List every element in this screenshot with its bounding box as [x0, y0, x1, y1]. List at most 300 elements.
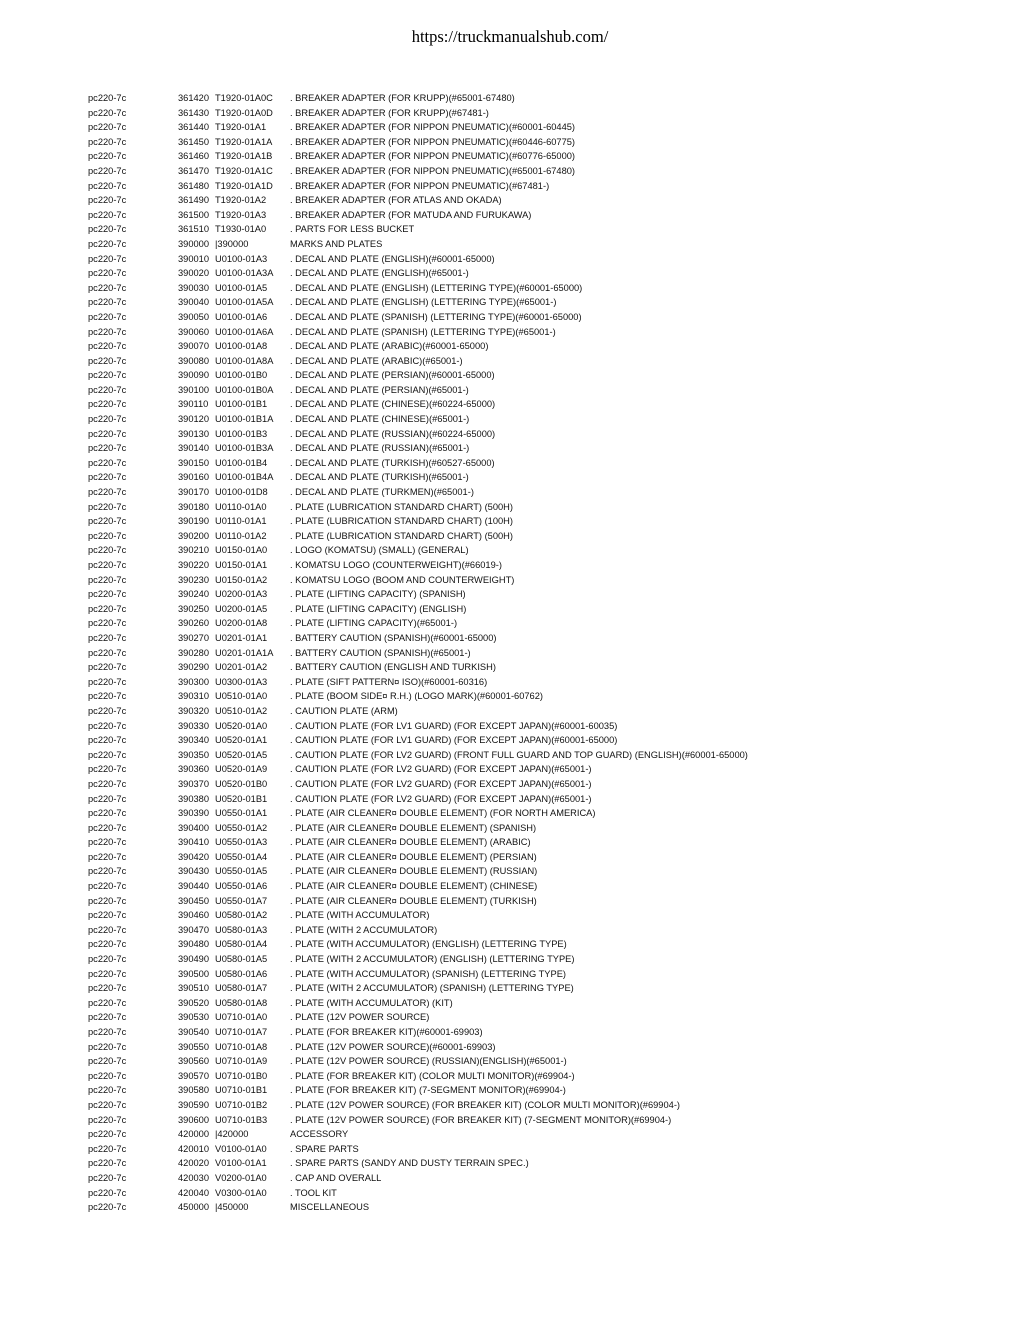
row-part-code: U0200-01A5 [215, 603, 268, 614]
row-ref-number: 390540 [178, 1027, 210, 1037]
list-item [88, 587, 988, 602]
row-part-code: U0550-01A3 [215, 837, 268, 848]
list-item [88, 310, 988, 325]
row-part-code: U0550-01A7 [215, 895, 268, 906]
row-model: pc220-7c [88, 545, 127, 556]
list-item [88, 1113, 988, 1128]
row-model: pc220-7c [88, 837, 127, 848]
row-description: . DECAL AND PLATE (RUSSIAN)(#60224-65000) [290, 428, 496, 439]
row-model: pc220-7c [88, 311, 127, 322]
row-part-code: U0100-01B0A [215, 384, 274, 395]
row-ref-number: 390140 [178, 443, 210, 454]
row-part-code: U0510-01A2 [215, 705, 268, 716]
row-description: . DECAL AND PLATE (ARABIC)(#65001-) [290, 355, 463, 366]
row-model: pc220-7c [88, 1158, 127, 1169]
row-model: pc220-7c [88, 165, 127, 176]
row-description: . PLATE (LUBRICATION STANDARD CHART) (500H) [290, 501, 513, 512]
row-model: pc220-7c [88, 560, 127, 570]
row-model: pc220-7c [88, 209, 127, 220]
list-item [88, 573, 988, 588]
list-item [88, 266, 988, 281]
list-item [88, 689, 988, 704]
row-model: pc220-7c [88, 720, 127, 731]
row-ref-number: 390300 [178, 676, 210, 687]
page-header-url: https://truckmanualshub.com/ [411, 27, 609, 46]
row-description: . BREAKER ADAPTER (FOR NIPPON PNEUMATIC)(#60001-60445) [290, 122, 576, 133]
row-model: pc220-7c [88, 93, 127, 103]
row-ref-number: 390040 [178, 297, 210, 308]
row-description: . PLATE (AIR CLEANER¤ DOUBLE ELEMENT) (PERSIAN) [290, 851, 537, 862]
list-item [88, 281, 988, 296]
row-ref-number: 361450 [178, 136, 210, 147]
row-part-code: U0520-01A5 [215, 749, 268, 760]
row-model: pc220-7c [88, 1187, 127, 1198]
list-item [88, 179, 988, 194]
row-part-code: U0200-01A3 [215, 589, 268, 600]
row-description: . BATTERY CAUTION (SPANISH)(#60001-65000) [290, 632, 497, 643]
row-description: . DECAL AND PLATE (PERSIAN)(#65001-) [290, 384, 469, 395]
row-ref-number: 390130 [178, 428, 210, 439]
row-model: pc220-7c [88, 589, 127, 600]
row-ref-number: 390580 [178, 1085, 210, 1096]
row-part-code: U0201-01A1A [215, 647, 274, 658]
row-model: pc220-7c [88, 1041, 127, 1052]
row-ref-number: 361490 [178, 195, 210, 206]
row-model: pc220-7c [88, 939, 127, 950]
row-part-code: |450000 [215, 1202, 249, 1213]
row-ref-number: 420010 [178, 1143, 210, 1154]
row-part-code: U0100-01A5A [215, 297, 274, 308]
row-description: . PLATE (AIR CLEANER¤ DOUBLE ELEMENT) (ARABIC) [290, 837, 531, 848]
row-model: pc220-7c [88, 676, 127, 687]
row-description: . PLATE (12V POWER SOURCE) [290, 1012, 430, 1023]
list-item [88, 923, 988, 938]
row-model: pc220-7c [88, 574, 127, 585]
row-description: . PLATE (FOR BREAKER KIT) (7-SEGMENT MONITOR)(#69904-) [290, 1085, 566, 1096]
row-part-code: V0100-01A0 [215, 1143, 267, 1154]
row-description: . TOOL KIT [290, 1187, 337, 1198]
list-item [88, 441, 988, 456]
row-ref-number: 390070 [178, 341, 210, 352]
row-part-code: U0520-01A0 [215, 720, 268, 731]
row-part-code: U0580-01A6 [215, 968, 268, 979]
row-ref-number: 390370 [178, 778, 210, 789]
row-description: . PLATE (WITH ACCUMULATOR) [290, 910, 430, 921]
list-item [88, 616, 988, 631]
row-part-code: U0100-01A3A [215, 268, 274, 279]
row-part-code: U0100-01B1 [215, 399, 268, 410]
list-item [88, 1083, 988, 1098]
row-model: pc220-7c [88, 793, 127, 804]
list-item [88, 412, 988, 427]
row-description: . BATTERY CAUTION (ENGLISH AND TURKISH) [290, 662, 496, 673]
row-description: . PLATE (12V POWER SOURCE) (FOR BREAKER KIT) (7-SEGMENT MONITOR)(#69904-) [290, 1114, 672, 1125]
row-part-code: U0550-01A1 [215, 808, 268, 819]
row-ref-number: 390100 [178, 384, 210, 395]
row-ref-number: 361480 [178, 180, 210, 191]
row-description: . LOGO (KOMATSU) (SMALL) (GENERAL) [290, 545, 469, 556]
row-description: . PLATE (AIR CLEANER¤ DOUBLE ELEMENT) (TURKISH) [290, 895, 537, 906]
row-part-code: U0201-01A1 [215, 632, 268, 643]
list-item [88, 777, 988, 792]
row-description: . PLATE (FOR BREAKER KIT) (COLOR MULTI MONITOR)(#69904-) [290, 1070, 575, 1081]
list-item [88, 1025, 988, 1040]
list-item [88, 470, 988, 485]
row-description: . BREAKER ADAPTER (FOR KRUPP)(#67481-) [290, 107, 489, 118]
row-model: pc220-7c [88, 1056, 127, 1067]
row-ref-number: 390220 [178, 560, 210, 570]
row-description: . BREAKER ADAPTER (FOR NIPPON PNEUMATIC)(#65001-67480) [290, 165, 576, 176]
row-description: . PLATE (WITH ACCUMULATOR) (SPANISH) (LETTERING TYPE) [290, 968, 567, 979]
row-model: pc220-7c [88, 603, 127, 614]
row-ref-number: 390310 [178, 691, 210, 702]
row-part-code: U0710-01B1 [215, 1085, 268, 1096]
row-model: pc220-7c [88, 778, 127, 789]
list-item [88, 675, 988, 690]
row-model: pc220-7c [88, 1143, 127, 1154]
row-part-code: T1920-01A3 [215, 209, 267, 220]
row-model: pc220-7c [88, 501, 127, 512]
row-part-code: T1920-01A1A [215, 136, 273, 147]
row-ref-number: 450000 [178, 1202, 210, 1213]
list-item [88, 397, 988, 412]
list-item [88, 237, 988, 252]
list-item [88, 937, 988, 952]
list-item [88, 339, 988, 354]
row-model: pc220-7c [88, 1114, 127, 1125]
row-part-code: U0710-01A7 [215, 1027, 268, 1037]
row-ref-number: 390420 [178, 851, 210, 862]
row-model: pc220-7c [88, 983, 127, 994]
row-description: . PLATE (WITH 2 ACCUMULATOR) [290, 924, 438, 935]
row-description: . DECAL AND PLATE (TURKISH)(#65001-) [290, 472, 469, 483]
row-description: . PLATE (SIFT PATTERN¤ ISO)(#60001-60316) [290, 676, 488, 687]
row-ref-number: 390520 [178, 997, 210, 1008]
row-description: . PLATE (WITH ACCUMULATOR) (KIT) [290, 997, 453, 1008]
row-part-code: U0110-01A2 [215, 530, 267, 541]
row-ref-number: 390560 [178, 1056, 210, 1067]
row-ref-number: 390590 [178, 1099, 210, 1110]
row-description: . PLATE (12V POWER SOURCE) (FOR BREAKER KIT) (COLOR MULTI MONITOR)(#69904-) [290, 1099, 681, 1110]
row-part-code: T1920-01A1C [215, 165, 273, 176]
list-item [88, 208, 988, 223]
row-description: . PLATE (LIFTING CAPACITY) (SPANISH) [290, 589, 466, 600]
list-item [88, 981, 988, 996]
row-description: . KOMATSU LOGO (COUNTERWEIGHT)(#66019-) [290, 560, 502, 570]
row-ref-number: 390440 [178, 881, 210, 892]
row-part-code: U0510-01A0 [215, 691, 268, 702]
row-part-code: V0300-01A0 [215, 1187, 267, 1198]
list-item [88, 1186, 988, 1201]
row-model: pc220-7c [88, 238, 127, 249]
row-model: pc220-7c [88, 384, 127, 395]
list-item [88, 354, 988, 369]
row-ref-number: 390390 [178, 808, 210, 819]
row-ref-number: 361420 [178, 93, 210, 103]
row-description: . DECAL AND PLATE (TURKISH)(#60527-65000) [290, 457, 495, 468]
row-model: pc220-7c [88, 851, 127, 862]
row-description: . PLATE (LUBRICATION STANDARD CHART) (100H) [290, 516, 513, 527]
row-description: . CAUTION PLATE (ARM) [290, 705, 398, 716]
list-item [88, 748, 988, 763]
row-ref-number: 390510 [178, 983, 210, 994]
row-description: . PLATE (BOOM SIDE¤ R.H.) (LOGO MARK)(#60001-60762) [290, 691, 543, 702]
row-description: . BREAKER ADAPTER (FOR NIPPON PNEUMATIC)(#60776-65000) [290, 151, 576, 162]
row-model: pc220-7c [88, 472, 127, 483]
row-model: pc220-7c [88, 735, 127, 746]
row-description: ACCESSORY [290, 1129, 349, 1140]
list-item [88, 894, 988, 909]
row-ref-number: 390270 [178, 632, 210, 643]
row-description: . PLATE (FOR BREAKER KIT)(#60001-69903) [290, 1027, 483, 1037]
row-model: pc220-7c [88, 764, 127, 775]
row-description: . BREAKER ADAPTER (FOR ATLAS AND OKADA) [290, 195, 502, 206]
row-part-code: U0710-01A8 [215, 1041, 268, 1052]
list-item [88, 967, 988, 982]
row-part-code: V0200-01A0 [215, 1172, 267, 1183]
list-item [88, 908, 988, 923]
row-ref-number: 390490 [178, 954, 210, 965]
row-ref-number: 390190 [178, 516, 210, 527]
row-part-code: U0520-01A9 [215, 764, 268, 775]
row-model: pc220-7c [88, 808, 127, 819]
row-part-code: U0710-01A0 [215, 1012, 268, 1023]
row-part-code: U0580-01A3 [215, 924, 268, 935]
row-description: . CAUTION PLATE (FOR LV2 GUARD) (FRONT FULL GUARD AND TOP GUARD) (ENGLISH)(#60001-65000) [290, 749, 748, 760]
row-ref-number: 390120 [178, 414, 210, 425]
list-item [88, 120, 988, 135]
row-model: pc220-7c [88, 866, 127, 877]
row-description: . PLATE (WITH 2 ACCUMULATOR) (ENGLISH) (LETTERING TYPE) [290, 954, 575, 965]
list-item [88, 1200, 988, 1215]
row-part-code: U0710-01B0 [215, 1070, 268, 1081]
list-item [88, 1156, 988, 1171]
row-part-code: U0150-01A2 [215, 574, 268, 585]
row-part-code: U0580-01A8 [215, 997, 268, 1008]
row-model: pc220-7c [88, 253, 127, 264]
row-model: pc220-7c [88, 1070, 127, 1081]
row-part-code: U0100-01B3 [215, 428, 268, 439]
row-ref-number: 390400 [178, 822, 210, 833]
row-description: . SPARE PARTS [290, 1143, 359, 1154]
row-ref-number: 390230 [178, 574, 210, 585]
row-part-code: U0100-01D8 [215, 487, 268, 498]
row-description: MISCELLANEOUS [290, 1202, 370, 1213]
list-item [88, 835, 988, 850]
list-item [88, 529, 988, 544]
row-ref-number: 390260 [178, 618, 210, 629]
row-model: pc220-7c [88, 487, 127, 498]
row-part-code: |420000 [215, 1129, 249, 1140]
row-description: . PLATE (AIR CLEANER¤ DOUBLE ELEMENT) (RUSSIAN) [290, 866, 538, 877]
row-description: . DECAL AND PLATE (ENGLISH) (LETTERING TYPE)(#65001-) [290, 297, 557, 308]
row-ref-number: 361460 [178, 151, 210, 162]
row-description: . PLATE (AIR CLEANER¤ DOUBLE ELEMENT) (FOR NORTH AMERICA) [290, 808, 596, 819]
list-item [88, 602, 988, 617]
row-ref-number: 420000 [178, 1129, 210, 1140]
row-part-code: U0520-01A1 [215, 735, 268, 746]
row-ref-number: 390000 [178, 238, 210, 249]
row-model: pc220-7c [88, 749, 127, 760]
row-part-code: T1920-01A2 [215, 195, 267, 206]
row-ref-number: 390200 [178, 530, 210, 541]
list-item [88, 135, 988, 150]
list-item [88, 1010, 988, 1025]
row-ref-number: 420020 [178, 1158, 210, 1169]
row-part-code: U0710-01A9 [215, 1056, 268, 1067]
row-part-code: U0100-01B1A [215, 414, 274, 425]
row-part-code: U0100-01A8A [215, 355, 274, 366]
row-part-code: U0201-01A2 [215, 662, 268, 673]
row-model: pc220-7c [88, 1027, 127, 1037]
row-ref-number: 390360 [178, 764, 210, 775]
list-item [88, 368, 988, 383]
row-ref-number: 390170 [178, 487, 210, 498]
row-model: pc220-7c [88, 224, 127, 235]
row-ref-number: 390080 [178, 355, 210, 366]
list-item [88, 719, 988, 734]
row-part-code: U0100-01B4A [215, 472, 274, 483]
row-ref-number: 390060 [178, 326, 210, 337]
row-model: pc220-7c [88, 895, 127, 906]
row-ref-number: 390550 [178, 1041, 210, 1052]
row-ref-number: 390530 [178, 1012, 210, 1023]
list-item [88, 325, 988, 340]
list-item [88, 193, 988, 208]
row-description: . BREAKER ADAPTER (FOR NIPPON PNEUMATIC)(#67481-) [290, 180, 550, 191]
list-item [88, 485, 988, 500]
row-part-code: U0100-01A3 [215, 253, 268, 264]
row-model: pc220-7c [88, 1012, 127, 1023]
row-ref-number: 390430 [178, 866, 210, 877]
row-description: . PLATE (12V POWER SOURCE) (RUSSIAN)(ENGLISH)(#65001-) [290, 1056, 567, 1067]
row-model: pc220-7c [88, 268, 127, 279]
row-ref-number: 420040 [178, 1187, 210, 1198]
list-item [88, 821, 988, 836]
row-part-code: U0520-01B0 [215, 778, 268, 789]
list-item [88, 164, 988, 179]
row-model: pc220-7c [88, 457, 127, 468]
list-item [88, 1069, 988, 1084]
row-model: pc220-7c [88, 282, 127, 293]
row-ref-number: 390050 [178, 311, 210, 322]
row-part-code: U0200-01A8 [215, 618, 268, 629]
row-ref-number: 390500 [178, 968, 210, 979]
row-ref-number: 390470 [178, 924, 210, 935]
row-ref-number: 390160 [178, 472, 210, 483]
row-ref-number: 390290 [178, 662, 210, 673]
list-item [88, 879, 988, 894]
row-part-code: T1920-01A0D [215, 107, 273, 118]
row-description: . DECAL AND PLATE (ENGLISH)(#65001-) [290, 268, 469, 279]
row-model: pc220-7c [88, 691, 127, 702]
row-description: . DECAL AND PLATE (SPANISH) (LETTERING TYPE)(#60001-65000) [290, 311, 582, 322]
list-item [88, 106, 988, 121]
row-description: . DECAL AND PLATE (ARABIC)(#60001-65000) [290, 341, 489, 352]
row-ref-number: 390150 [178, 457, 210, 468]
row-part-code: U0550-01A2 [215, 822, 268, 833]
list-item [88, 762, 988, 777]
row-model: pc220-7c [88, 822, 127, 833]
row-description: . DECAL AND PLATE (SPANISH) (LETTERING TYPE)(#65001-) [290, 326, 556, 337]
row-part-code: U0550-01A6 [215, 881, 268, 892]
row-part-code: U0110-01A0 [215, 501, 267, 512]
row-model: pc220-7c [88, 136, 127, 147]
list-item [88, 222, 988, 237]
row-part-code: U0100-01B4 [215, 457, 268, 468]
row-description: . SPARE PARTS (SANDY AND DUSTY TERRAIN SPEC.) [290, 1158, 529, 1169]
row-ref-number: 390110 [178, 399, 209, 410]
row-ref-number: 361430 [178, 107, 210, 118]
row-part-code: T1920-01A0C [215, 93, 273, 103]
row-part-code: T1920-01A1 [215, 122, 267, 133]
row-description: . BREAKER ADAPTER (FOR KRUPP)(#65001-67480) [290, 93, 515, 103]
row-ref-number: 390570 [178, 1070, 210, 1081]
row-model: pc220-7c [88, 1085, 127, 1096]
row-ref-number: 390210 [178, 545, 210, 556]
row-model: pc220-7c [88, 341, 127, 352]
row-model: pc220-7c [88, 370, 127, 381]
row-part-code: U0300-01A3 [215, 676, 268, 687]
row-model: pc220-7c [88, 107, 127, 118]
list-item [88, 1054, 988, 1069]
row-model: pc220-7c [88, 924, 127, 935]
list-item [88, 149, 988, 164]
row-model: pc220-7c [88, 399, 127, 410]
row-model: pc220-7c [88, 997, 127, 1008]
row-ref-number: 390450 [178, 895, 210, 906]
row-description: . KOMATSU LOGO (BOOM AND COUNTERWEIGHT) [290, 574, 515, 585]
list-item [88, 543, 988, 558]
row-ref-number: 390020 [178, 268, 210, 279]
row-ref-number: 390460 [178, 910, 210, 921]
row-description: . DECAL AND PLATE (PERSIAN)(#60001-65000) [290, 370, 495, 381]
row-model: pc220-7c [88, 428, 127, 439]
row-description: . PLATE (WITH ACCUMULATOR) (ENGLISH) (LETTERING TYPE) [290, 939, 567, 950]
row-ref-number: 390280 [178, 647, 210, 658]
row-model: pc220-7c [88, 954, 127, 965]
row-description: . BREAKER ADAPTER (FOR NIPPON PNEUMATIC)(#60446-60775) [290, 136, 576, 147]
row-description: MARKS AND PLATES [290, 238, 383, 249]
row-model: pc220-7c [88, 195, 127, 206]
row-model: pc220-7c [88, 297, 127, 308]
row-description: . PLATE (LIFTING CAPACITY)(#65001-) [290, 618, 458, 629]
list-item [88, 295, 988, 310]
row-part-code: T1930-01A0 [215, 224, 267, 235]
row-part-code: U0550-01A5 [215, 866, 268, 877]
row-part-code: U0710-01B3 [215, 1114, 268, 1125]
row-model: pc220-7c [88, 647, 127, 658]
row-ref-number: 361440 [178, 122, 210, 133]
list-item [88, 646, 988, 661]
list-item [88, 1040, 988, 1055]
row-ref-number: 390030 [178, 282, 210, 293]
row-model: pc220-7c [88, 443, 127, 454]
row-ref-number: 390240 [178, 589, 210, 600]
row-model: pc220-7c [88, 180, 127, 191]
row-description: . PLATE (WITH 2 ACCUMULATOR) (SPANISH) (LETTERING TYPE) [290, 983, 574, 994]
list-item [88, 558, 988, 573]
row-part-code: U0580-01A7 [215, 983, 268, 994]
list-item [88, 427, 988, 442]
row-ref-number: 390380 [178, 793, 210, 804]
list-item [88, 383, 988, 398]
row-part-code: U0580-01A5 [215, 954, 268, 965]
row-part-code: |390000 [215, 238, 249, 249]
list-item [88, 792, 988, 807]
row-model: pc220-7c [88, 414, 127, 425]
row-description: . PLATE (LIFTING CAPACITY) (ENGLISH) [290, 603, 467, 614]
